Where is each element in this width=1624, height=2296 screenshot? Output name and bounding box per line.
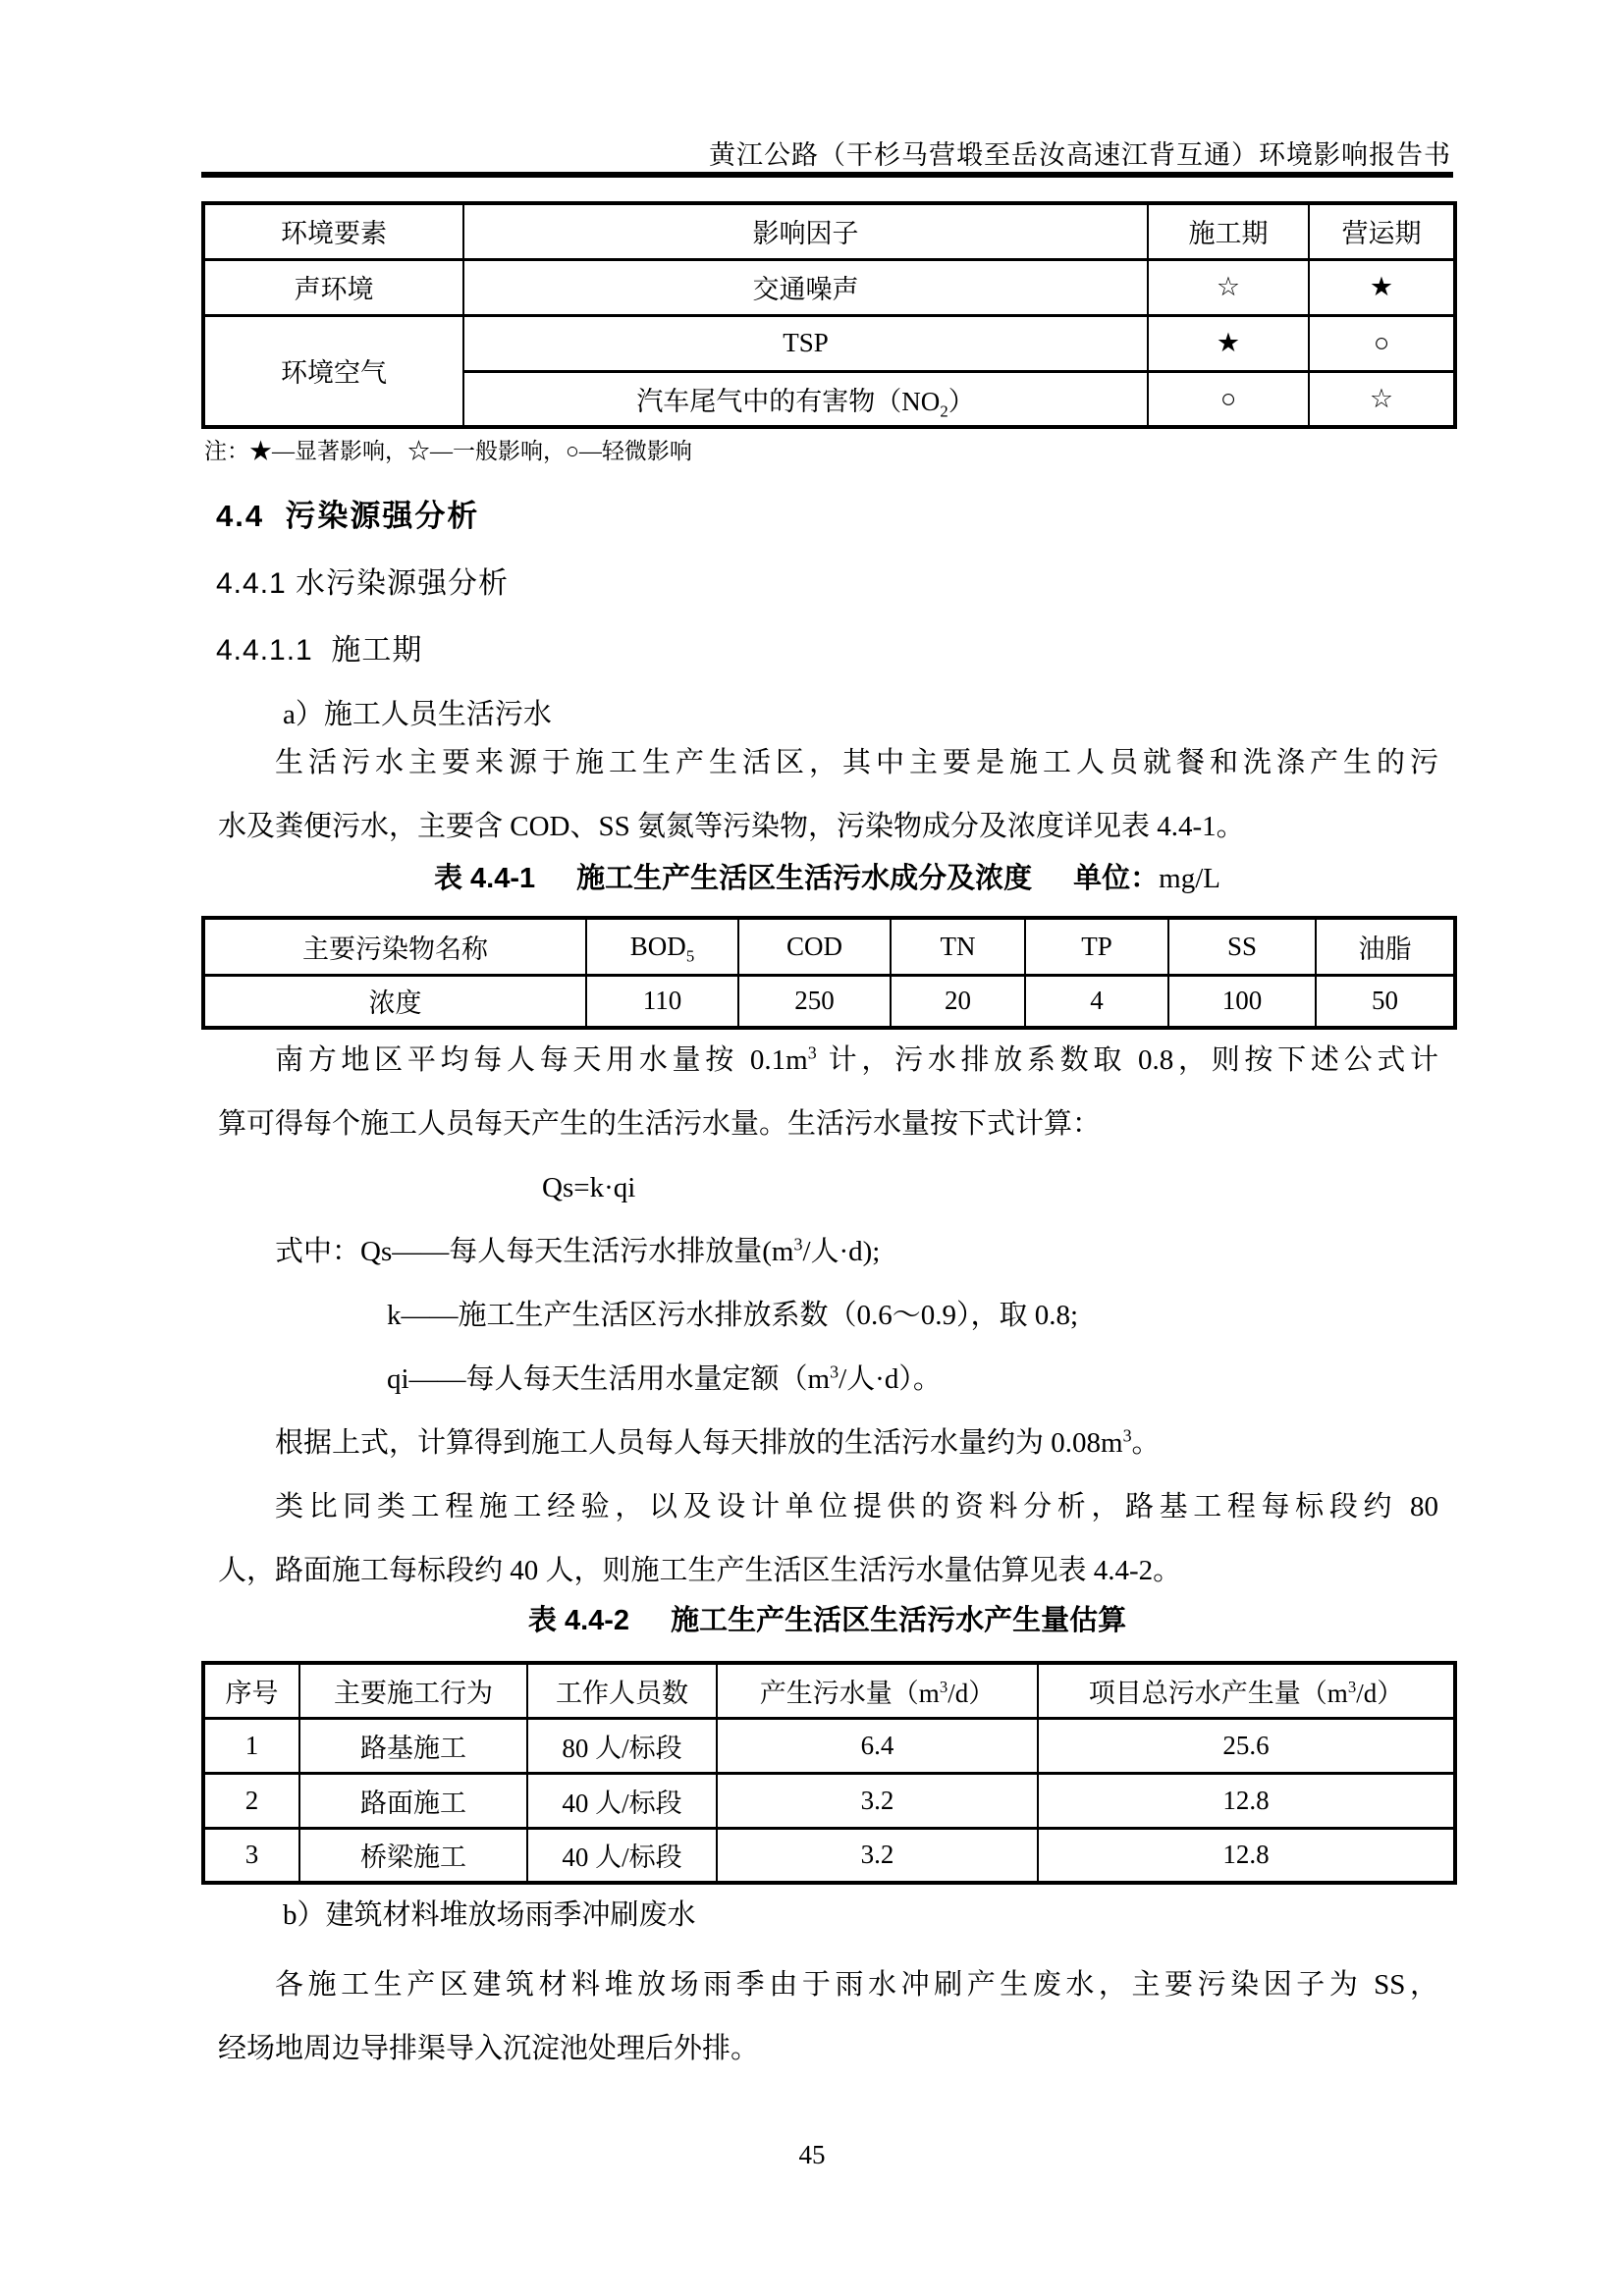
table-442-label: 表 4.4-2 [527, 1605, 630, 1636]
list-item-a: a）施工人员生活污水 [283, 699, 552, 730]
formula-qs: Qs=k·qi [542, 1172, 636, 1203]
impact-air-no2-operation-mark: ☆ [1309, 371, 1455, 427]
impact-col-factor: 影响因子 [463, 203, 1148, 259]
impact-air-no2-construction-mark: ○ [1148, 371, 1309, 427]
tp-value: 4 [1025, 975, 1168, 1028]
section-heading-4-4-1: 4.4.1 水污染源强分析 [216, 567, 510, 600]
impact-air-tsp-operation-mark: ○ [1309, 315, 1455, 371]
col-cod: COD [738, 918, 891, 975]
impact-air-no2-factor: 汽车尾气中的有害物$(NO_2)$ [463, 371, 1148, 427]
paragraph-line: 算可得每个施工人员每天产生的生活污水量。生活污水量按下式计算： [218, 1108, 1102, 1140]
bod5-value: 110 [586, 975, 738, 1028]
table-442-header-row [203, 1663, 1455, 1718]
col-oil: 油脂 [1316, 918, 1455, 975]
paragraph-line: 类比同类工程施工经验，以及设计单位提供的资料分析，路基工程每标段约 80 [275, 1491, 1438, 1522]
sewage-estimate-table [201, 1661, 1453, 1885]
oil-value: 50 [1316, 975, 1455, 1028]
concentration-label: 浓度 [203, 975, 586, 1028]
formula-term-qi: qi——每人每天生活用水量定额（$m^3/$人·d）。 [387, 1362, 942, 1395]
header-rule [201, 172, 1453, 178]
row-total: 25.6 [1038, 1718, 1455, 1773]
table-row [203, 1828, 1455, 1883]
col-sewage: 产生污水量$(m^3/d)$ [717, 1663, 1038, 1718]
col-ss: SS [1168, 918, 1316, 975]
paragraph-line: 生活污水主要来源于施工生产生活区，其中主要是施工人员就餐和洗涤产生的污 [275, 747, 1438, 778]
row-workers: 40 人/标段 [527, 1773, 717, 1828]
running-head-title: 黄江公路（干杉马营塅至岳汝高速江背互通）环境影响报告书 [709, 140, 1451, 170]
paragraph-result: 根据上式，计算得到施工人员每人每天排放的生活污水量约为 $0.08m^3$。 [275, 1425, 1161, 1459]
row-total: 12.8 [1038, 1828, 1455, 1883]
col-tp: TP [1025, 918, 1168, 975]
row-sewage: 6.4 [717, 1718, 1038, 1773]
impact-noise-operation-mark: ★ [1309, 259, 1455, 315]
impact-row-noise [203, 259, 1455, 315]
sewage-composition-table [201, 916, 1453, 1030]
table-442-caption: 施工生产生活区生活污水产生量估算 [671, 1605, 1127, 1636]
paragraph-line: 水及粪便污水，主要含 COD、SS 氨氮等污染物，污染物成分及浓度详见表 4.4-1。 [218, 811, 1245, 842]
paragraph-water-usage [218, 1029, 1438, 1156]
row-activity: 桥梁施工 [299, 1828, 527, 1883]
table-441-label: 表 4.4-1 [433, 863, 536, 894]
tn-value: 20 [891, 975, 1025, 1028]
table-441-caption: 施工生产生活区生活污水成分及浓度 [576, 863, 1033, 894]
row-workers: 40 人/标段 [527, 1828, 717, 1883]
impact-noise-element: 声环境 [203, 259, 463, 315]
impact-row-air-tsp [203, 315, 1455, 371]
cod-value: 250 [738, 975, 891, 1028]
impact-col-element: 环境要素 [203, 203, 463, 259]
row-index: 2 [203, 1773, 299, 1828]
paragraph-line: 各施工生产区建筑材料堆放场雨季由于雨水冲刷产生废水，主要污染因子为 SS， [275, 1969, 1438, 2001]
table-441-unit: 单位：mg/L [1073, 863, 1221, 894]
table-row [203, 1718, 1455, 1773]
col-bod5: $BOD_5$ [586, 918, 738, 975]
row-workers: 80 人/标段 [527, 1718, 717, 1773]
paragraph-rain-washing [218, 1953, 1438, 2081]
table-441-header-row [203, 918, 1455, 975]
formula-term-k: k——施工生产生活区污水排放系数（0.6～0.9），取 0.8; [387, 1300, 1079, 1331]
table-441-data-row [203, 975, 1455, 1028]
paragraph-line: 南方地区平均每人每天用水量按 $0.1m^3$ 计，污水排放系数取 0.8，则按下述公式计 [275, 1042, 1438, 1076]
impact-col-construction: 施工期 [1148, 203, 1309, 259]
col-workers: 工作人员数 [527, 1663, 717, 1718]
legend-note: 注：★—显著影响，☆—一般影响，○—轻微影响 [204, 439, 692, 463]
table-442-title [201, 1598, 1453, 1638]
section-heading-4-4: 4.4 污染源强分析 [216, 499, 480, 533]
impact-noise-construction-mark: ☆ [1148, 259, 1309, 315]
row-activity: 路面施工 [299, 1773, 527, 1828]
impact-factor-table [201, 201, 1453, 429]
list-item-b: b）建筑材料堆放场雨季冲刷废水 [283, 1899, 696, 1931]
col-total: 项目总污水产生量$(m^3/d)$ [1038, 1663, 1455, 1718]
row-index: 1 [203, 1718, 299, 1773]
impact-table-header-row [203, 203, 1455, 259]
paragraph-analogy [218, 1475, 1438, 1603]
paragraph-sewage-source [218, 731, 1438, 859]
row-total: 12.8 [1038, 1773, 1455, 1828]
col-activity: 主要施工行为 [299, 1663, 527, 1718]
section-heading-4-4-1-1: 4.4.1.1 施工期 [216, 634, 423, 667]
col-index: 序号 [203, 1663, 299, 1718]
table-441-title [201, 856, 1453, 896]
paragraph-line: 人，路面施工每标段约 40 人，则施工生产生活区生活污水量估算见表 4.4-2。 [218, 1555, 1182, 1586]
col-pollutant-name: 主要污染物名称 [203, 918, 586, 975]
impact-col-operation: 营运期 [1309, 203, 1455, 259]
ss-value: 100 [1168, 975, 1316, 1028]
impact-noise-factor: 交通噪声 [463, 259, 1148, 315]
col-tn: TN [891, 918, 1025, 975]
formula-term-qs: 式中：Qs——每人每天生活污水排放量($m^3/$人·d); [275, 1234, 881, 1267]
impact-air-element: 环境空气 [203, 315, 463, 427]
row-sewage: 3.2 [717, 1828, 1038, 1883]
row-index: 3 [203, 1828, 299, 1883]
impact-air-tsp-construction-mark: ★ [1148, 315, 1309, 371]
paragraph-line: 经场地周边导排渠导入沉淀池处理后外排。 [218, 2033, 760, 2064]
table-row [203, 1773, 1455, 1828]
page-number: 45 [798, 2140, 826, 2169]
row-sewage: 3.2 [717, 1773, 1038, 1828]
row-activity: 路基施工 [299, 1718, 527, 1773]
impact-air-tsp-factor: TSP [463, 315, 1148, 371]
